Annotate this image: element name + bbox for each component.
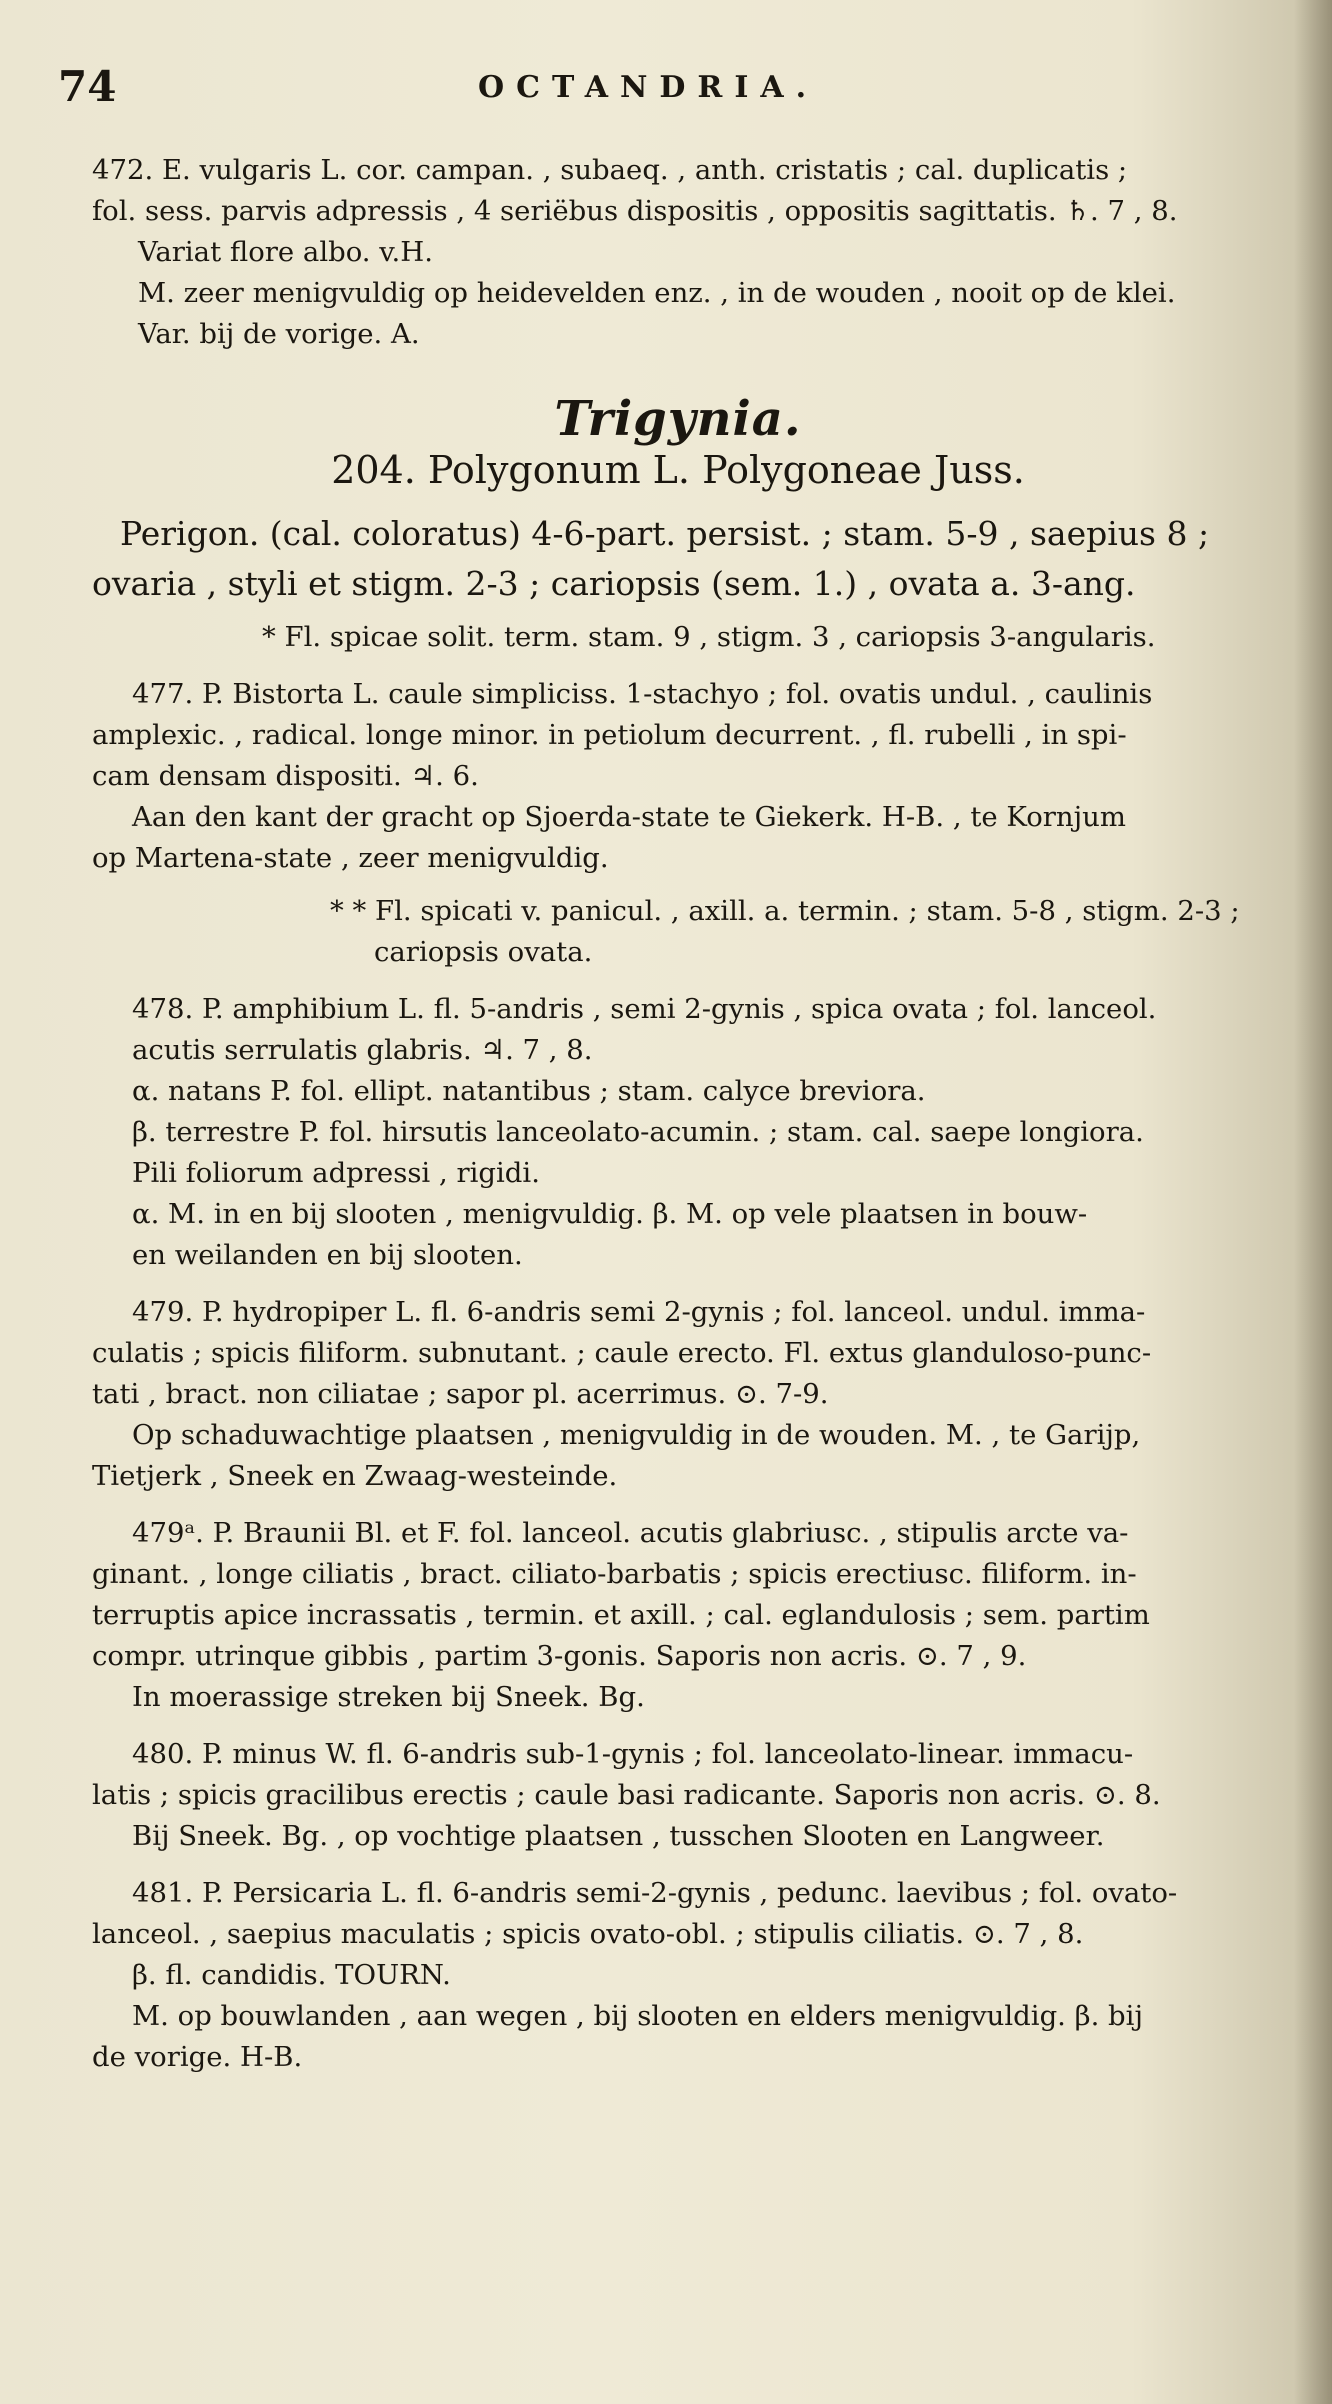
entry-line: de vorige. H-B. xyxy=(92,2041,303,2073)
entry-480 xyxy=(92,1734,1264,1857)
entry-line: ginant. , longe ciliatis , bract. ciliato-barbatis ; spicis erectiusc. filiform. in- xyxy=(92,1558,1137,1590)
entry-line: amplexic. , radical. longe minor. in petiolum decurrent. , fl. rubelli , in spi- xyxy=(92,719,1127,751)
entry-line: M. op bouwlanden , aan wegen , bij slooten en elders menigvuldig. β. bij xyxy=(132,2000,1143,2032)
genus-description xyxy=(92,509,1264,609)
entry-481 xyxy=(92,1873,1264,2078)
genus-desc-line: Perigon. (cal. coloratus) 4-6-part. persist. ; stam. 5-9 , saepius 8 ; xyxy=(120,514,1210,553)
entry-line: α. M. in en bij slooten , menigvuldig. β. M. op vele plaatsen in bouw- xyxy=(132,1198,1088,1230)
entry-line: op Martena-state , zeer menigvuldig. xyxy=(92,842,609,874)
entry-line: Tietjerk , Sneek en Zwaag-westeinde. xyxy=(92,1460,618,1492)
subgroup-line: cariopsis ovata. xyxy=(374,936,593,968)
entry-line: en weilanden en bij slooten. xyxy=(132,1239,523,1271)
entry-line: 479ᵃ. P. Braunii Bl. et F. fol. lanceol. acutis glabriusc. , stipulis arcte va- xyxy=(132,1517,1129,1549)
entry-line: β. fl. candidis. TOURN. xyxy=(132,1959,451,1991)
entry-line: Bij Sneek. Bg. , op vochtige plaatsen , tusschen Slooten en Langweer. xyxy=(132,1820,1105,1852)
entry-line: 479. P. hydropiper L. fl. 6-andris semi 2-gynis ; fol. lanceol. undul. imma- xyxy=(132,1296,1146,1328)
page-header xyxy=(58,62,1272,122)
entry-line: M. zeer menigvuldig op heidevelden enz. , in de wouden , nooit op de klei. xyxy=(138,277,1176,309)
entry-line: Var. bij de vorige. A. xyxy=(138,318,420,350)
entry-line: culatis ; spicis filiform. subnutant. ; caule erecto. Fl. extus glanduloso-punc- xyxy=(92,1337,1152,1369)
entry-line: 481. P. Persicaria L. fl. 6-andris semi-2-gynis , pedunc. laevibus ; fol. ovato- xyxy=(132,1877,1178,1909)
entry-line: tati , bract. non ciliatae ; sapor pl. acerrimus. ⊙. 7-9. xyxy=(92,1378,829,1410)
entry-line: 478. P. amphibium L. fl. 5-andris , semi 2-gynis , spica ovata ; fol. lanceol. xyxy=(132,993,1157,1025)
entry-472 xyxy=(92,150,1264,355)
entry-line: fol. sess. parvis adpressis , 4 seriëbus dispositis , oppositis sagittatis. ♄. 7 , 8. xyxy=(92,195,1178,227)
entry-line: lanceol. , saepius maculatis ; spicis ovato-obl. ; stipulis ciliatis. ⊙. 7 , 8. xyxy=(92,1918,1084,1950)
entry-477 xyxy=(92,674,1264,879)
section-heading: Trigynia. xyxy=(554,391,802,447)
entry-478 xyxy=(92,989,1264,1276)
page-body xyxy=(92,150,1264,2080)
entry-line: α. natans P. fol. ellipt. natantibus ; stam. calyce breviora. xyxy=(132,1075,926,1107)
entry-line: cam densam dispositi. ♃. 6. xyxy=(92,760,479,792)
entry-479a xyxy=(92,1513,1264,1718)
entry-line: 472. E. vulgaris L. cor. campan. , subaeq. , anth. cristatis ; cal. duplicatis ; xyxy=(92,154,1128,186)
subgroup-heading: * Fl. spicae solit. term. stam. 9 , stigm. 3 , cariopsis 3-angularis. xyxy=(262,621,1156,653)
entry-line: β. terrestre P. fol. hirsutis lanceolato-acumin. ; stam. cal. saepe longiora. xyxy=(132,1116,1144,1148)
entry-line: 477. P. Bistorta L. caule simpliciss. 1-stachyo ; fol. ovatis undul. , caulinis xyxy=(132,678,1153,710)
subgroup-line: * * Fl. spicati v. panicul. , axill. a. termin. ; stam. 5-8 , stigm. 2-3 ; xyxy=(330,895,1240,927)
entry-line: 480. P. minus W. fl. 6-andris sub-1-gynis ; fol. lanceolato-linear. immacu- xyxy=(132,1738,1134,1770)
entry-line: acutis serrulatis glabris. ♃. 7 , 8. xyxy=(132,1034,593,1066)
entry-line: Op schaduwachtige plaatsen , menigvuldig in de wouden. M. , te Garijp, xyxy=(132,1419,1141,1451)
entry-line: latis ; spicis gracilibus erectis ; caule basi radicante. Saporis non acris. ⊙. 8. xyxy=(92,1779,1161,1811)
page-number: 74 xyxy=(58,62,117,111)
entry-line: compr. utrinque gibbis , partim 3-gonis. Saporis non acris. ⊙. 7 , 9. xyxy=(92,1640,1027,1672)
subgroup-heading-2 xyxy=(92,891,1264,973)
entry-line: Pili foliorum adpressi , rigidi. xyxy=(132,1157,540,1189)
entry-line: Aan den kant der gracht op Sjoerda-state te Giekerk. H-B. , te Kornjum xyxy=(132,801,1126,833)
genus-desc-line: ovaria , styli et stigm. 2-3 ; cariopsis (sem. 1.) , ovata a. 3-ang. xyxy=(92,564,1136,603)
entry-line: terruptis apice incrassatis , termin. et axill. ; cal. eglandulosis ; sem. partim xyxy=(92,1599,1150,1631)
entry-line: In moerassige streken bij Sneek. Bg. xyxy=(132,1681,645,1713)
running-title: OCTANDRIA. xyxy=(478,70,819,105)
entry-line: Variat flore albo. v.H. xyxy=(138,236,434,268)
entry-479 xyxy=(92,1292,1264,1497)
genus-heading: 204. Polygonum L. Polygoneae Juss. xyxy=(331,448,1025,492)
